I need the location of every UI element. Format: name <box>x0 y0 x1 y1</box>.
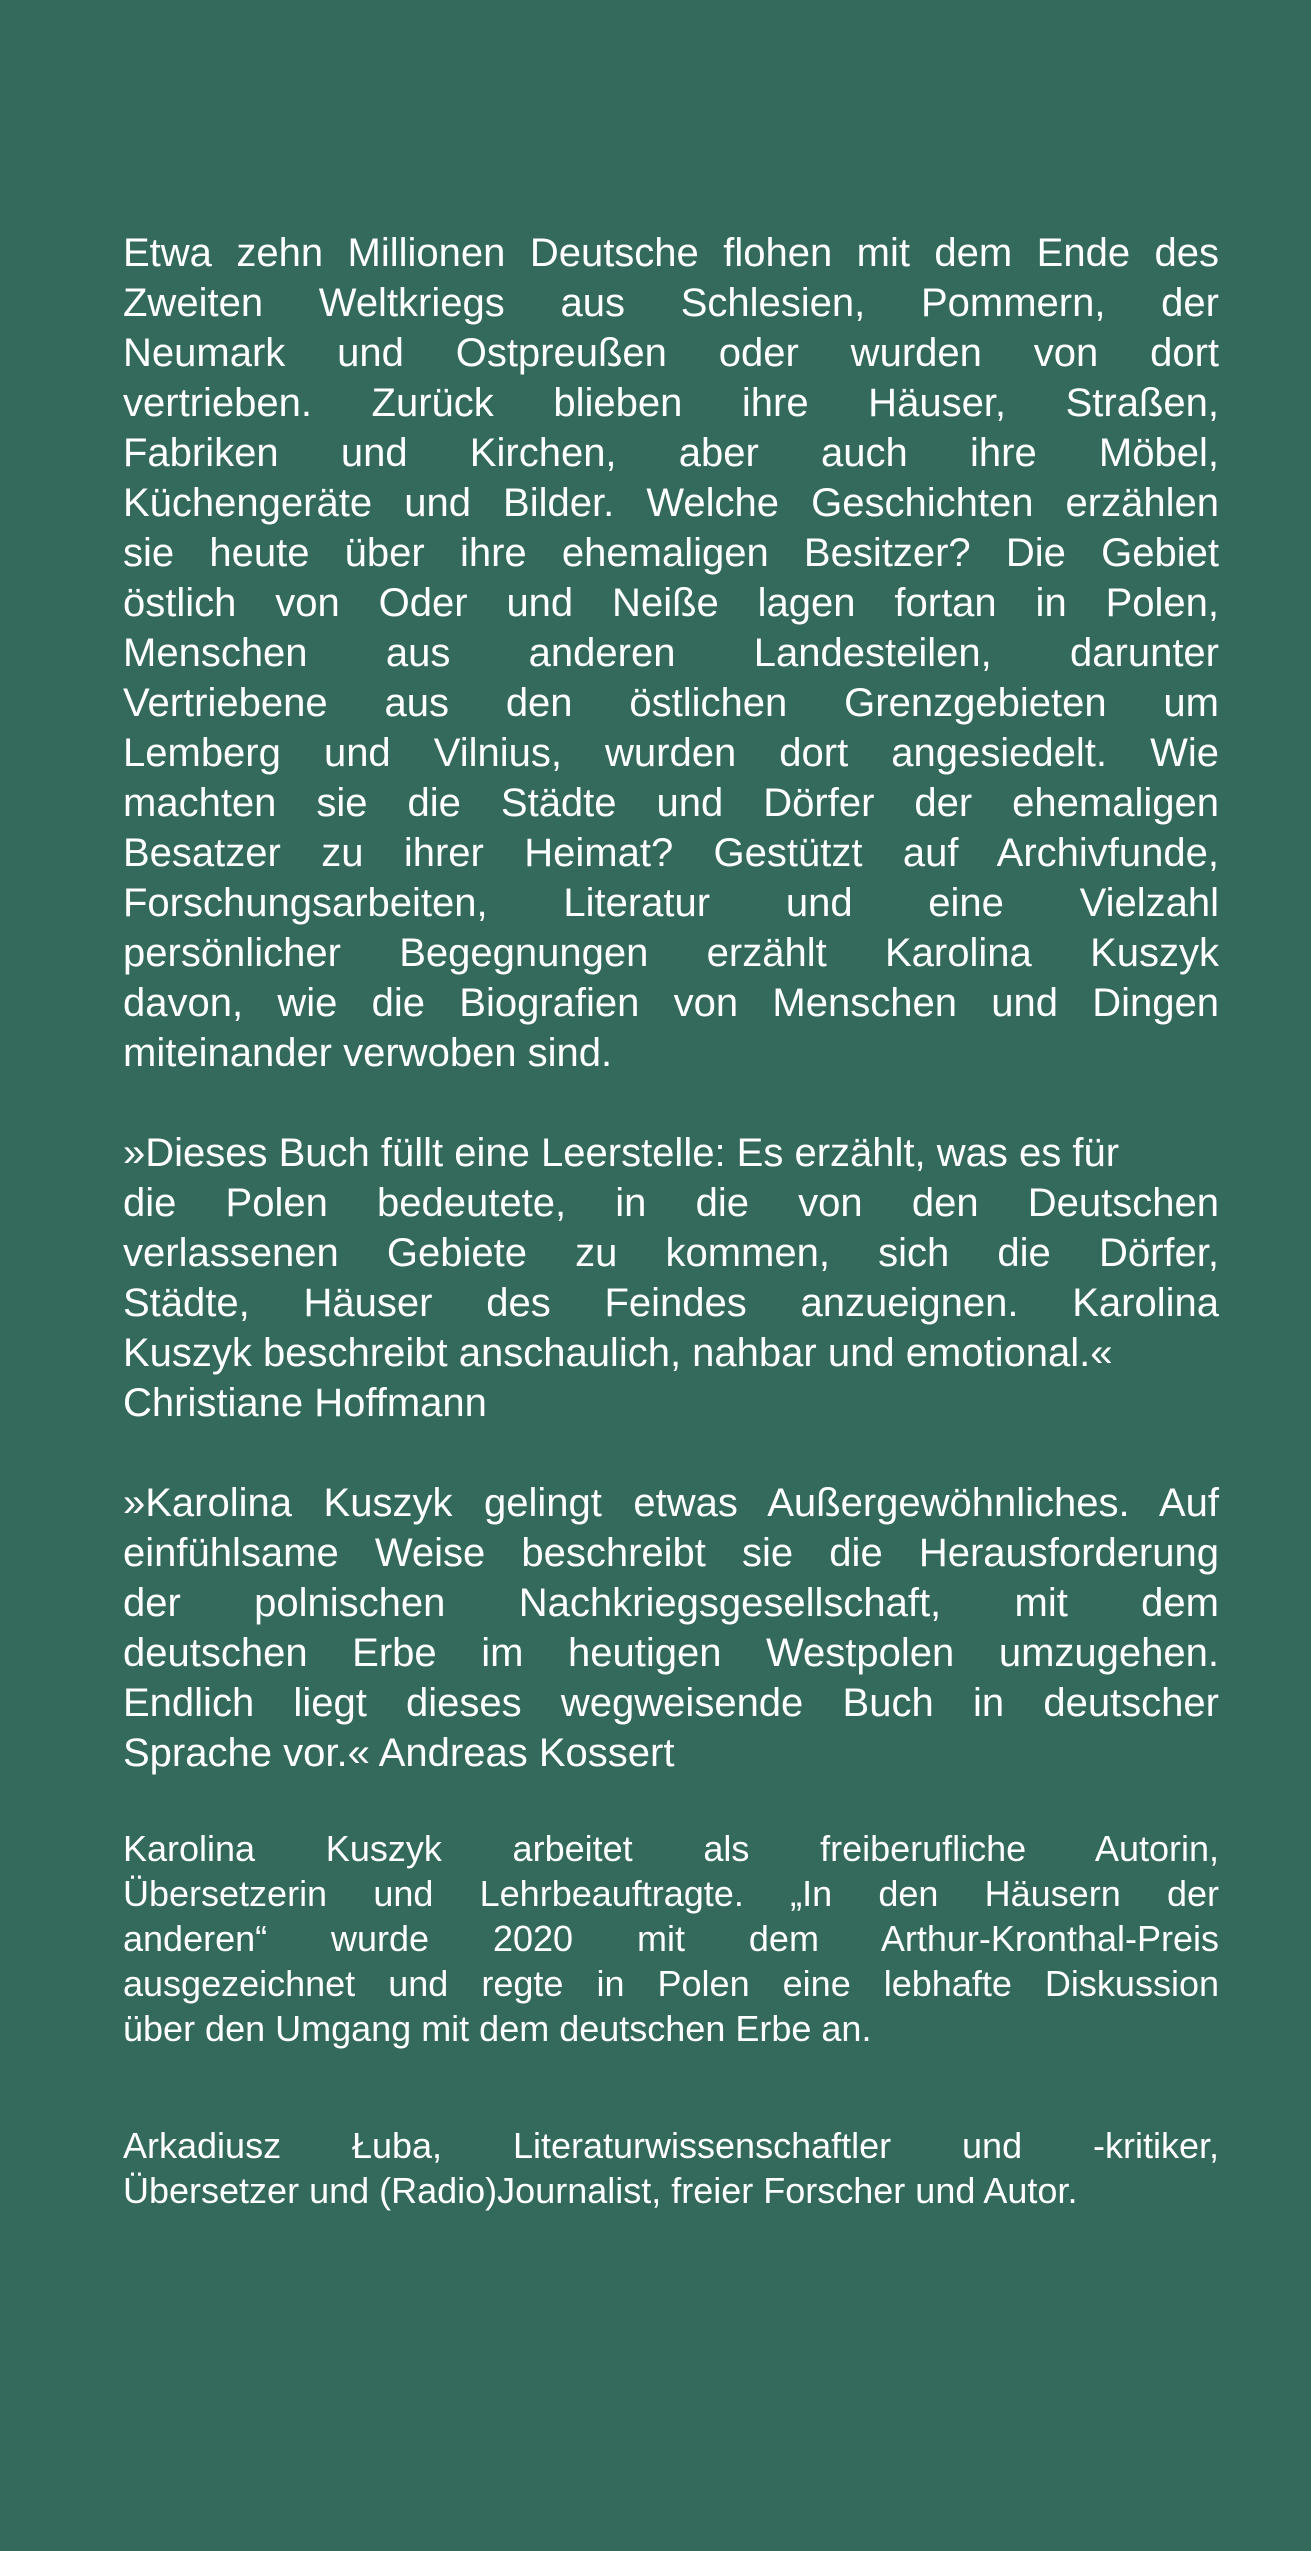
bio-line: Arkadiusz Łuba, Literaturwissenschaftler und -kritiker, <box>123 2125 1219 2166</box>
quote-line: der polnischen Nachkriegsgesellschaft, mit dem <box>123 1581 1219 1625</box>
blurb-line: miteinander verwoben sind. <box>123 1031 613 1075</box>
blurb-line: Etwa zehn Millionen Deutsche flohen mit dem Ende des <box>123 231 1219 275</box>
blurb-line: Besatzer zu ihrer Heimat? Gestützt auf Archivfunde, <box>123 831 1219 875</box>
blurb-line: Menschen aus anderen Landesteilen, darunter <box>123 631 1219 675</box>
blurb-line: östlich von Oder und Neiße lagen fortan in Polen, <box>123 581 1219 625</box>
blurb-paragraph <box>123 228 1219 1078</box>
author-bio <box>123 1826 1219 2051</box>
quote-line: verlassenen Gebiete zu kommen, sich die Dörfer, <box>123 1231 1219 1275</box>
blurb-line: Vertriebene aus den östlichen Grenzgebieten um <box>123 681 1219 725</box>
quote-line: Städte, Häuser des Feindes anzueignen. Karolina <box>123 1281 1219 1325</box>
bio-line: Übersetzerin und Lehrbeauftragte. „In den Häusern der <box>123 1873 1219 1914</box>
quote-line: die Polen bedeutete, in die von den Deutschen <box>123 1181 1219 1225</box>
bio-line: Übersetzer und (Radio)Journalist, freier Forscher und Autor. <box>123 2170 1078 2211</box>
blurb-line: persönlicher Begegnungen erzählt Karolina Kuszyk <box>123 931 1219 975</box>
quote-line: »Karolina Kuszyk gelingt etwas Außergewöhnliches. Auf <box>123 1481 1219 1525</box>
bio-line: Karolina Kuszyk arbeitet als freiberufliche Autorin, <box>123 1828 1219 1869</box>
blurb-line: sie heute über ihre ehemaligen Besitzer? Die Gebiet <box>123 531 1219 575</box>
back-cover-text <box>123 228 1219 2213</box>
quote-line: Kuszyk beschreibt anschaulich, nahbar und emotional.« <box>123 1331 1113 1375</box>
quote-hoffmann <box>123 1128 1219 1428</box>
blurb-line: davon, wie die Biografien von Menschen und Dingen <box>123 981 1219 1025</box>
quote-line: Endlich liegt dieses wegweisende Buch in deutscher <box>123 1681 1219 1725</box>
bio-line: anderen“ wurde 2020 mit dem Arthur-Kronthal-Preis <box>123 1918 1219 1959</box>
translator-bio <box>123 2123 1219 2213</box>
blurb-line: machten sie die Städte und Dörfer der ehemaligen <box>123 781 1219 825</box>
quote-line: Sprache vor.« Andreas Kossert <box>123 1731 675 1775</box>
quote-line: deutschen Erbe im heutigen Westpolen umzugehen. <box>123 1631 1219 1675</box>
quote-line: einfühlsame Weise beschreibt sie die Herausforderung <box>123 1531 1219 1575</box>
bio-line: über den Umgang mit dem deutschen Erbe an. <box>123 2008 872 2049</box>
bio-line: ausgezeichnet und regte in Polen eine lebhafte Diskussion <box>123 1963 1219 2004</box>
blurb-line: Fabriken und Kirchen, aber auch ihre Möbel, <box>123 431 1219 475</box>
blurb-line: Forschungsarbeiten, Literatur und eine Vielzahl <box>123 881 1219 925</box>
quote-line: »Dieses Buch füllt eine Leerstelle: Es erzählt, was es für <box>123 1131 1120 1175</box>
blurb-line: vertrieben. Zurück blieben ihre Häuser, Straßen, <box>123 381 1219 425</box>
blurb-line: Lemberg und Vilnius, wurden dort angesiedelt. Wie <box>123 731 1219 775</box>
quote-attribution: Christiane Hoffmann <box>123 1381 487 1425</box>
blurb-line: Zweiten Weltkriegs aus Schlesien, Pommern, der <box>123 281 1219 325</box>
blurb-line: Neumark und Ostpreußen oder wurden von dort <box>123 331 1219 375</box>
quote-kossert <box>123 1478 1219 1778</box>
blurb-line: Küchengeräte und Bilder. Welche Geschichten erzählen <box>123 481 1219 525</box>
